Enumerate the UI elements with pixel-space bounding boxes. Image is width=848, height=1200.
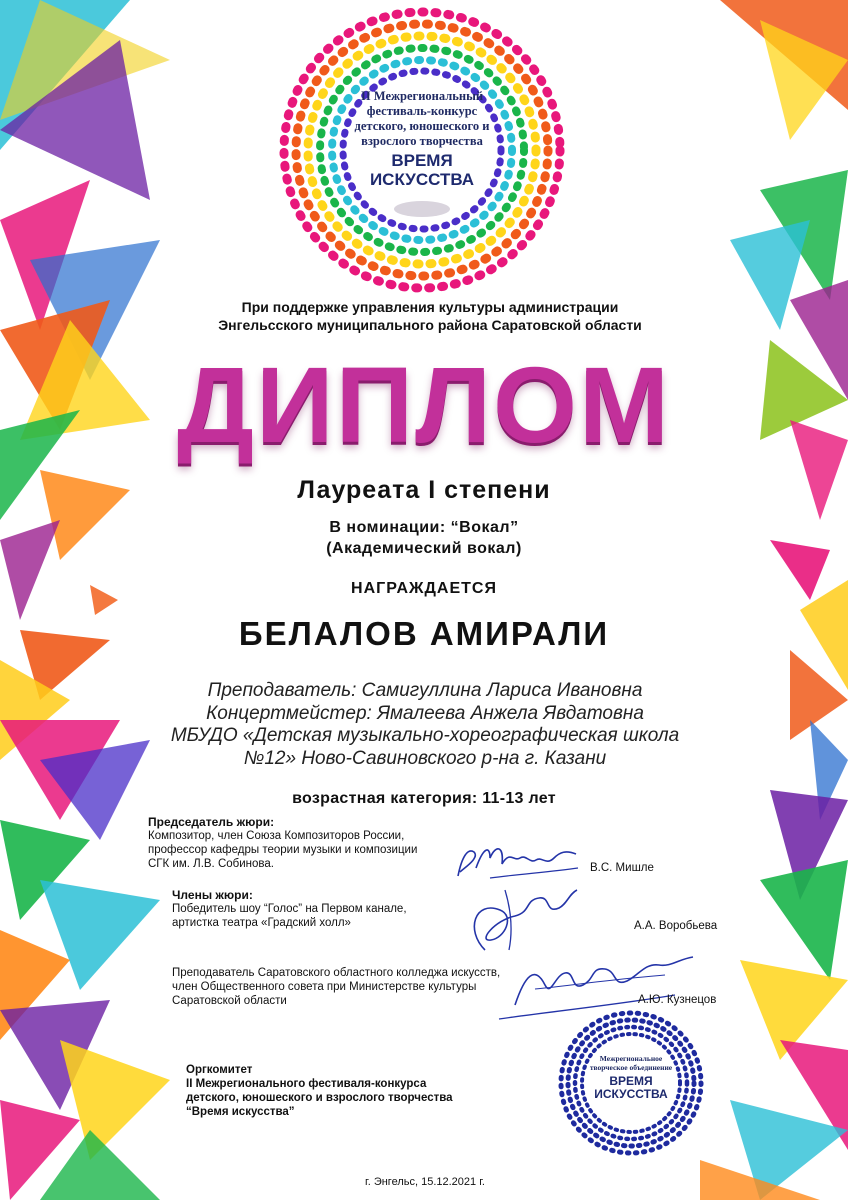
logo-title: ВРЕМЯ ИСКУССТВА bbox=[369, 151, 475, 189]
accompanist-line: Концертмейстер: Ямалеева Анжела Явдатовна bbox=[206, 702, 644, 724]
support-text bbox=[130, 298, 730, 334]
jury-member-1-block bbox=[172, 888, 407, 930]
jury-chair-name: В.С. Мишле bbox=[590, 862, 654, 874]
orgcommittee-line-3: детского, юношеского и взрослого творчества bbox=[186, 1092, 453, 1104]
orgcommittee-block bbox=[186, 1063, 546, 1119]
logo-subtitle: II Межрегиональный фестиваль-конкурс детского, юношеского и взрослого творчества bbox=[354, 89, 490, 148]
school-line-2: №12» Ново-Савиновского р-на г. Казани bbox=[243, 747, 607, 769]
festival-logo bbox=[276, 4, 568, 296]
jury-chair-desc-2: профессор кафедры теории музыки и композиции bbox=[148, 844, 418, 856]
place-date: г. Энгельс, 15.12.2021 г. bbox=[365, 1176, 485, 1188]
degree: Лауреата I степени bbox=[297, 476, 551, 504]
teachers-block bbox=[120, 680, 730, 770]
jury-member-2-desc-2: член Общественного совета при Министерстве культуры bbox=[172, 981, 477, 993]
jury-member-2-name: А.Ю. Кузнецов bbox=[638, 994, 717, 1006]
awarded-label: НАГРАЖДАЕТСЯ bbox=[351, 580, 497, 597]
diploma-title: ДИПЛОМ bbox=[177, 344, 671, 465]
jury-member-1-desc-2: артистка театра «Градский холл» bbox=[172, 917, 351, 929]
jury-member-1-name: А.А. Воробьева bbox=[634, 920, 718, 932]
nomination-line-1: В номинации: “Вокал” bbox=[329, 519, 519, 536]
stamp-subtitle: Межрегиональное творческое объединение bbox=[589, 1054, 673, 1072]
stamp-text bbox=[588, 1055, 674, 1101]
signature-member-2 bbox=[495, 945, 700, 1025]
signature-chair bbox=[450, 838, 585, 886]
jury-member-2-desc-1: Преподаватель Саратовского областного колледжа искусств, bbox=[172, 967, 501, 979]
teacher-line: Преподаватель: Самигуллина Лариса Ивановна bbox=[207, 680, 643, 701]
logo-text bbox=[342, 89, 502, 189]
stamp-logo bbox=[556, 1008, 706, 1158]
jury-chair-block bbox=[148, 815, 417, 871]
nomination bbox=[100, 517, 748, 559]
jury-member-2-block bbox=[172, 966, 500, 1008]
support-line-1: При поддержке управления культуры администрации bbox=[241, 299, 619, 315]
jury-chair-desc-3: СГК им. Л.В. Собинова. bbox=[148, 858, 274, 870]
jury-member-2-desc-3: Саратовской области bbox=[172, 995, 287, 1007]
orgcommittee-line-4: “Время искусства” bbox=[186, 1106, 295, 1118]
stamp-title: ВРЕМЯ ИСКУССТВА bbox=[594, 1074, 668, 1101]
jury-chair-desc-1: Композитор, член Союза Композиторов России, bbox=[148, 830, 405, 842]
nomination-line-2: (Академический вокал) bbox=[326, 540, 522, 557]
jury-member-1-desc-1: Победитель шоу “Голос” на Первом канале, bbox=[172, 903, 407, 915]
orgcommittee-line-1: Оргкомитет bbox=[186, 1064, 253, 1076]
jury-members-role: Члены жюри: bbox=[172, 888, 253, 902]
signature-member-1 bbox=[455, 880, 585, 955]
orgcommittee-line-2: II Межрегионального фестиваля-конкурса bbox=[186, 1078, 427, 1090]
school-line-1: МБУДО «Детская музыкально-хореографическая школа bbox=[170, 725, 680, 746]
recipient-name: БЕЛАЛОВ АМИРАЛИ bbox=[238, 615, 610, 652]
support-line-2: Энгельсского муниципального района Саратовской области bbox=[218, 317, 642, 333]
age-category: возрастная категория: 11-13 лет bbox=[292, 790, 556, 807]
jury-chair-role: Председатель жюри: bbox=[148, 815, 275, 829]
